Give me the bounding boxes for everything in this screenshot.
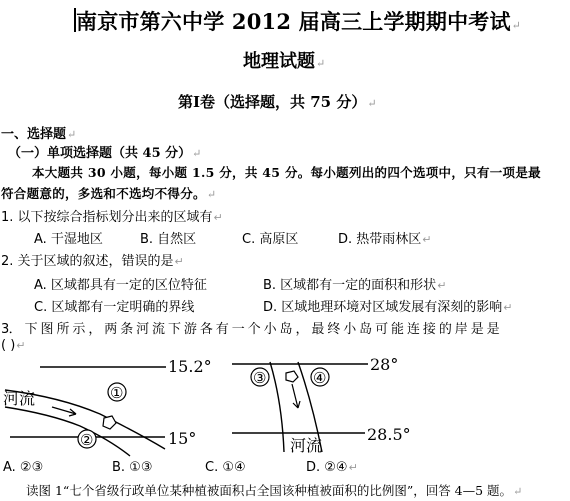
instruction-line-1: 本大题共 30 小题，每小题 1.5 分，共 45 分。每小题列出的四个选项中，只有一项是最: [32, 165, 541, 180]
river-label-left: 河流: [3, 389, 36, 408]
exam-title: 南京市第六中学 2012 届高三上学期期中考试↵: [76, 9, 522, 34]
q1-option-c[interactable]: C. 高原区: [242, 232, 299, 247]
lat-label-top-right: 28°: [370, 355, 399, 374]
river-figure: [0, 352, 570, 462]
q1-option-b[interactable]: B. 自然区: [140, 232, 197, 247]
question-3-stem: 3． 下 图 所 示 ， 两 条 河 流 下 游 各 有 一 个 小 岛 ， 最 终 小 岛 可 能 连 接 的 岸 是 是: [1, 322, 500, 337]
mark-1: ①: [110, 384, 124, 402]
question-1-stem: 1. 以下按综合指标划分出来的区域有↵: [1, 210, 223, 225]
q2-option-d[interactable]: D. 区域地理环境对区域发展有深刻的影响↵: [263, 300, 513, 315]
q1-option-d[interactable]: D. 热带雨林区↵: [338, 232, 432, 247]
river-bank-lower-left: [5, 407, 130, 456]
q3-option-c[interactable]: C. ①④: [205, 460, 246, 475]
mark-2: ②: [80, 431, 94, 449]
question-2-stem: 2. 关于区域的叙述，错误的是↵: [1, 254, 184, 269]
question-3-stem-bracket: ( )↵: [1, 338, 26, 353]
q2-option-b[interactable]: B. 区域都有一定的面积和形状↵: [263, 278, 447, 293]
q1-option-a[interactable]: A. 干湿地区: [34, 232, 103, 247]
volume-heading: 第Ⅰ卷（选择题，共 75 分）↵: [178, 93, 377, 111]
q3-option-b[interactable]: B. ①③: [112, 460, 153, 475]
lat-label-bottom-left: 15°: [168, 429, 197, 448]
lat-label-bottom-right: 28.5°: [367, 425, 411, 444]
figure-left-panel: [3, 357, 212, 456]
q3-option-a[interactable]: A. ②③: [3, 460, 44, 475]
figure-right-panel: [232, 355, 411, 455]
instruction-line-2: 符合题意的，多选和不选均不得分。↵: [1, 186, 217, 201]
river-bank-left-right: [270, 362, 284, 452]
mark-4: ④: [313, 369, 327, 387]
subsection-heading: （一）单项选择题（共 45 分）↵: [8, 146, 202, 161]
mark-3: ③: [253, 369, 267, 387]
lat-label-top-left: 15.2°: [168, 357, 212, 376]
q2-option-c[interactable]: C. 区域都有一定明确的界线: [34, 300, 195, 315]
section-heading: 一、选择题↵: [1, 127, 77, 142]
q3-option-d[interactable]: D. ②④↵: [306, 460, 358, 475]
island-right: [286, 371, 298, 382]
island-left: [103, 416, 116, 429]
subject-title: 地理试题↵: [243, 51, 326, 72]
q2-option-a[interactable]: A. 区域都具有一定的区位特征: [34, 278, 207, 293]
river-label-right: 河流: [290, 436, 323, 455]
footer-instruction: 读图 1“七个省级行政单位某种植被面积占全国该种植被面积的比例图”，回答 4—5 题。↵: [26, 483, 523, 498]
